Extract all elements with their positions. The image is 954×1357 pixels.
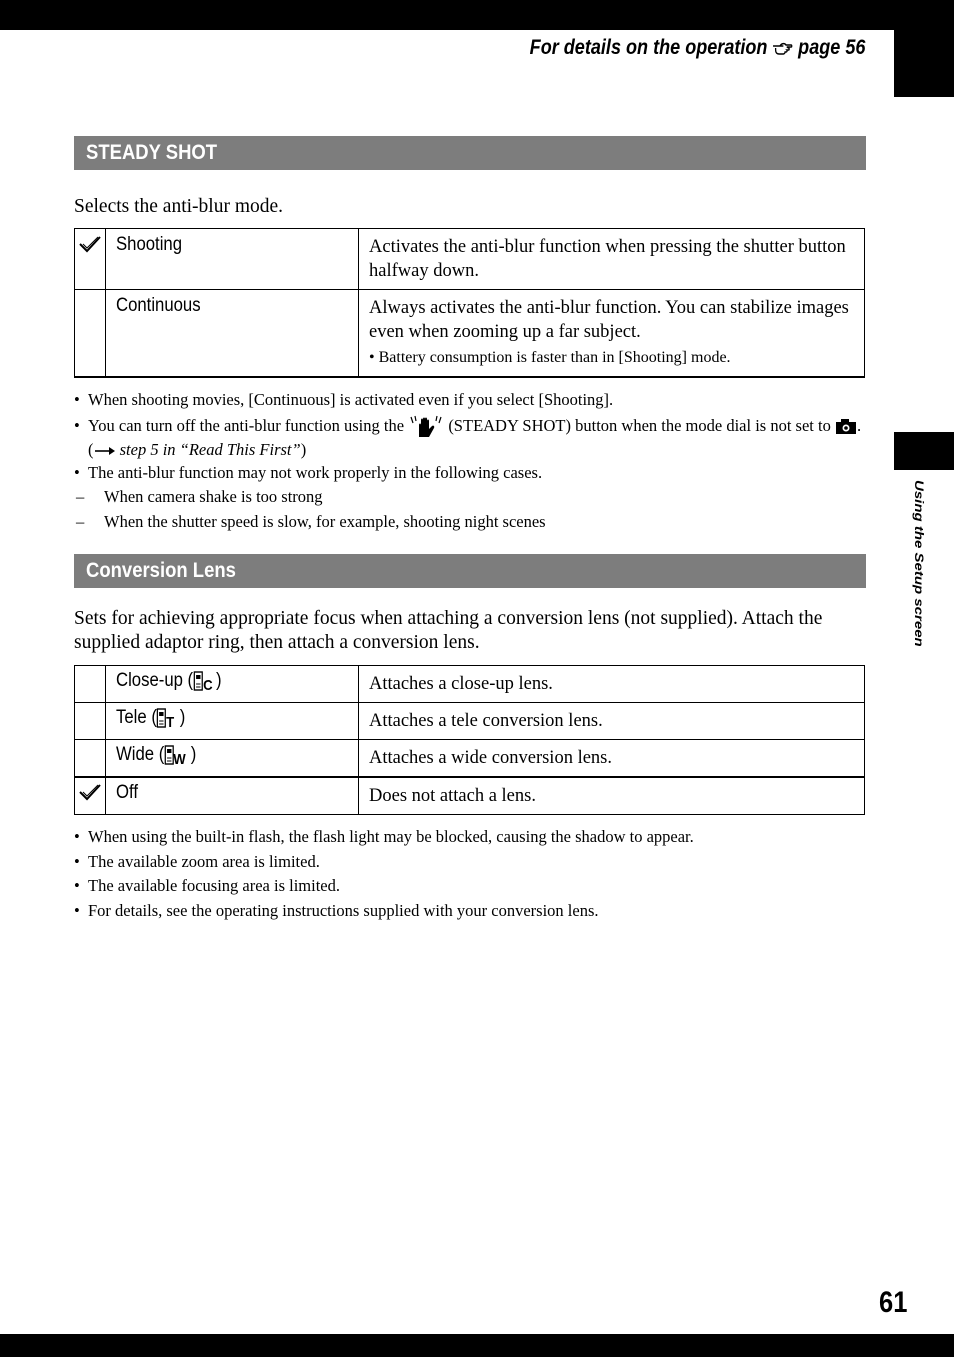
page-reference bbox=[529, 36, 865, 60]
table-row bbox=[75, 666, 865, 703]
option-label: Shooting bbox=[116, 234, 183, 255]
default-mark-cell bbox=[75, 740, 106, 778]
table-row bbox=[75, 290, 865, 378]
lens-icon-letter: W bbox=[173, 750, 186, 766]
option-description: Attaches a wide conversion lens. bbox=[359, 740, 865, 778]
conversion-lens-intro: Sets for achieving appropriate focus when attaching a conversion lens (not supplied). Attach the supplied adaptor ring, then attach a conversion lens. bbox=[74, 608, 823, 653]
conversion-lens-title: Conversion Lens bbox=[86, 559, 236, 582]
option-description: Attaches a close-up lens. bbox=[359, 666, 865, 703]
option-description-text: Always activates the anti-blur function. You can stabilize images even when zooming up a far subject. bbox=[369, 298, 849, 342]
note-text: . ( bbox=[88, 415, 862, 459]
note-item: • The available focusing area is limited. bbox=[74, 874, 866, 899]
check-icon bbox=[79, 783, 101, 801]
option-label-text: ) bbox=[216, 670, 222, 692]
option-subnote: • Battery consumption is faster than in [Shooting] mode. bbox=[369, 349, 731, 366]
page-number: 61 bbox=[878, 1286, 907, 1319]
note-subitem: – When the shutter speed is slow, for example, shooting night scenes bbox=[74, 510, 866, 535]
option-label bbox=[116, 670, 222, 692]
option-label bbox=[116, 707, 185, 729]
conversion-lens-table bbox=[74, 665, 865, 815]
option-name bbox=[106, 666, 359, 703]
arrow-right-icon bbox=[94, 446, 116, 456]
note-item: • When using the built-in flash, the flash light may be blocked, causing the shadow to appear. bbox=[74, 825, 866, 850]
check-icon bbox=[79, 235, 101, 253]
pointing-hand-icon bbox=[772, 41, 793, 55]
option-name bbox=[106, 740, 359, 778]
note-item: • The anti-blur function may not work properly in the following cases. bbox=[74, 461, 866, 486]
note-item bbox=[74, 415, 866, 461]
note-subitem: – When camera shake is too strong bbox=[74, 485, 866, 510]
page-reference-page: page 56 bbox=[797, 36, 865, 59]
option-label bbox=[116, 744, 196, 766]
option-label-text: ) bbox=[190, 744, 197, 766]
note-reference: step 5 in “Read This First” bbox=[119, 439, 301, 459]
option-label: Off bbox=[116, 782, 138, 803]
table-row bbox=[75, 777, 865, 815]
note-text: (STEADY SHOT) button when the mode dial is not set to bbox=[448, 415, 831, 435]
option-name bbox=[106, 229, 359, 290]
steady-shot-heading bbox=[74, 136, 866, 170]
bottom-bar bbox=[0, 1334, 954, 1357]
steady-shot-title: STEADY SHOT bbox=[86, 141, 218, 164]
conversion-lens-icon bbox=[157, 707, 180, 729]
option-name bbox=[106, 290, 359, 378]
lens-icon-letter: C bbox=[202, 676, 213, 692]
steady-shot-intro: Selects the anti-blur mode. bbox=[74, 196, 284, 217]
side-tab bbox=[894, 432, 954, 470]
top-bar bbox=[0, 0, 954, 30]
default-mark-cell bbox=[75, 666, 106, 703]
option-description bbox=[359, 290, 865, 378]
default-mark-cell bbox=[75, 290, 106, 378]
conversion-lens-icon bbox=[193, 670, 216, 692]
option-description: Does not attach a lens. bbox=[359, 777, 865, 815]
default-mark-cell bbox=[75, 777, 106, 815]
conversion-lens-icon bbox=[164, 744, 190, 766]
page-reference-text: For details on the operation bbox=[529, 36, 768, 59]
note-item: • When shooting movies, [Continuous] is activated even if you select [Shooting]. bbox=[74, 388, 866, 413]
steady-shot-table bbox=[74, 228, 865, 378]
note-text: ) bbox=[300, 439, 307, 459]
table-row bbox=[75, 229, 865, 290]
note-text: You can turn off the anti-blur function using the bbox=[88, 415, 405, 435]
default-mark-cell bbox=[75, 703, 106, 740]
conversion-lens-notes bbox=[74, 825, 866, 923]
option-label-text: Tele ( bbox=[116, 707, 157, 729]
option-description: Activates the anti-blur function when pressing the shutter button halfway down. bbox=[359, 229, 865, 290]
table-row bbox=[75, 703, 865, 740]
note-item: • The available zoom area is limited. bbox=[74, 850, 866, 875]
note-item: • For details, see the operating instructions supplied with your conversion lens. bbox=[74, 899, 866, 924]
camera-icon bbox=[835, 418, 857, 435]
option-label-text: Wide ( bbox=[116, 744, 165, 766]
lens-icon-letter: T bbox=[166, 713, 175, 729]
hand-shake-icon bbox=[408, 415, 444, 439]
option-label-text: ) bbox=[179, 707, 186, 729]
table-row bbox=[75, 740, 865, 778]
side-label: Using the Setup screen bbox=[912, 480, 926, 647]
option-name bbox=[106, 777, 359, 815]
option-name bbox=[106, 703, 359, 740]
option-label: Continuous bbox=[116, 295, 201, 316]
option-description: Attaches a tele conversion lens. bbox=[359, 703, 865, 740]
corner-tab bbox=[894, 30, 954, 97]
default-mark-cell bbox=[75, 229, 106, 290]
conversion-lens-heading bbox=[74, 554, 866, 588]
steady-shot-notes bbox=[74, 388, 866, 534]
option-label-text: Close-up ( bbox=[116, 670, 194, 692]
